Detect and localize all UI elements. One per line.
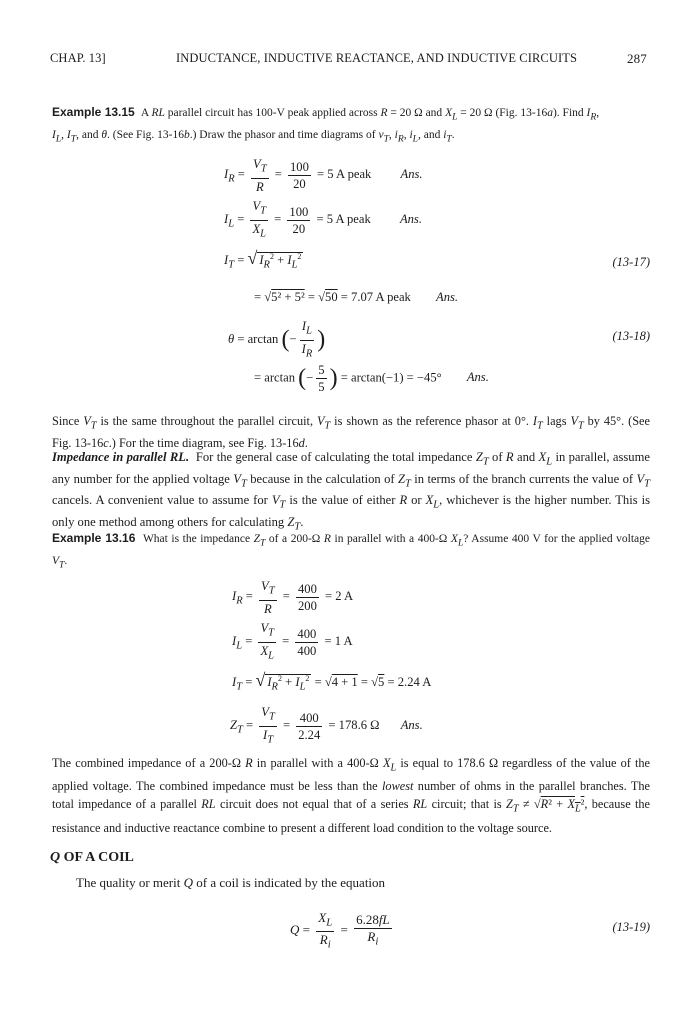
example-16-label: Example 13.16 [52, 531, 136, 545]
eq-il-16-num: 400 [297, 626, 317, 641]
eq-il-15-result: = 5 A peak [316, 211, 371, 226]
eq-zt-16-ans: Ans. [400, 717, 423, 732]
eq-ir-16-num: 400 [297, 581, 317, 596]
eq-it-16: $I_T$ = √ $I_R^2 + I_L^2 = √4 + 1 = √5 = 2.24$ A [232, 670, 432, 693]
eq-it-15-value: = √5² + 5² = √50 = 7.07 A peak Ans. [254, 290, 459, 304]
paragraph-phasor: Since $V_T$ is the same throughout the parallel circuit, $V_T$ is shown as the reference phasor at 0°. $I_T$ lags $V_T$ by 45°. (See Fig. 13-16c.) For the time diagram, see Fig. 13-16d. [52, 414, 650, 451]
eq-ir-15-result: = 5 A peak [317, 167, 372, 182]
eq-theta-ans: Ans. [466, 370, 489, 385]
eq-zt-16-result: = 178.6 Ω [328, 717, 380, 732]
chapter-label: CHAP. 13] [50, 51, 106, 65]
eq-theta-formula: θ = arctan (− $\frac{I_L}{I_R}$ ) [228, 319, 326, 360]
paragraph-impedance: Impedance in parallel RL. For the general case of calculating the total impedance $Z_T$ of R and $X_L$ in parallel, assume any number for the applied voltage $V_T$ because in the calculation of $Z_T$ in terms of the branch currents the value of $V_T$ cancels. A convenient value to assume for $V_T$ is the value of either R or $X_L$, whichever is the higher number. This is only one method among others for calculating $Z_T$. [52, 450, 651, 533]
example-16-statement: Example 13.16 What is the impedance $Z_T$ of a 200-Ω R in parallel with a 400-Ω $X_L$? Assume 400 V for the applied voltage $V_T$. [52, 531, 651, 571]
eq-il-16-result: = 1 A [324, 633, 353, 648]
eq-13-18-number: (13-18) [612, 329, 650, 343]
eq-il-15-num: 100 [289, 204, 309, 219]
section-intro: The quality or merit Q of a coil is indicated by the equation [76, 875, 386, 890]
eq-q: Q = $\frac{X_L}{R_i}$ = $\frac{6.28fL}{R_i}$ [290, 910, 390, 951]
eq-ir-16: $I_R$ = $\frac{V_T}{R}$ = $\frac{400}{200}$ = 2 A [232, 579, 354, 616]
impedance-heading: Impedance in parallel RL. [52, 450, 190, 464]
eq-ir-15-num: 100 [289, 159, 309, 174]
eq-13-17-number: (13-17) [612, 255, 650, 269]
eq-ir-16-den: 200 [297, 598, 317, 613]
eq-ir-15-den: 20 [293, 176, 306, 191]
eq-zt-16-den: 2.24 [298, 727, 321, 742]
section-heading: Q OF A COIL [50, 850, 134, 865]
eq-il-15-ans: Ans. [399, 211, 422, 226]
eq-it-15-formula: $I_T$ = √ $I_R^2 + I_L^2$ [224, 248, 302, 271]
eq-it-15-ans: Ans. [436, 290, 459, 304]
eq-ir-16-result: = 2 A [325, 589, 354, 604]
eq-ir-15-ans: Ans. [400, 167, 423, 182]
eq-il-16: $I_L$ = $\frac{V_T}{X_L}$ = $\frac{400}{400}$ = 1 A [232, 621, 353, 662]
example-15-label: Example 13.15 [52, 105, 135, 119]
running-title: INDUCTANCE, INDUCTIVE REACTANCE, AND INDUCTIVE CIRCUITS [176, 51, 578, 65]
eq-ir-15: $I_R$ = $\frac{V_T}{R}$ = $\frac{100}{20}$ = 5 A peak Ans. [224, 157, 423, 194]
eq-zt-16-num: 400 [296, 710, 322, 727]
page-number: 287 [627, 51, 647, 66]
eq-13-19-number: (13-19) [612, 920, 650, 934]
example-15-statement: Example 13.15 A RL parallel circuit has 100-V peak applied across R = 20 Ω and $X_L = 20$ Ω (Fig. 13-16a). Find $I_R$, $I_L$, $I_T$, and θ. (See Fig. 13-16b.) Draw the phasor and time diagrams of $v_T$, $i_R$, $i_L$, and $i_T$. [52, 105, 600, 145]
eq-zt-16: $Z_T$ = $\frac{V_T}{I_T}$ = $\frac{400}{2.24}$ = 178.6 Ω Ans. [230, 705, 423, 746]
eq-theta-value: = arctan (− $\frac{5}{5}$ ) = arctan(−1) = −45° Ans. [254, 363, 489, 394]
eq-il-15-den: 20 [292, 221, 306, 236]
eq-il-16-den: 400 [297, 643, 317, 658]
eq-il-15: $I_L$ = $\frac{V_T}{X_L}$ = $\frac{100}{20}$ = 5 A peak Ans. [224, 199, 422, 240]
paragraph-combined-impedance: The combined impedance of a 200-Ω R in parallel with a 400-Ω $X_L$ is equal to 178.6 Ω regardless of the value of the applied voltage. The combined impedance must be less than the lowest number of ohms in the parallel branches. The total impedance of a parallel RL circuit does not equal that of a series RL circuit; that is $Z_T \ne √R^2 + X_L^2$, because the resistance and inductive reactance combine to present a different load condition to the voltage source. [52, 756, 650, 835]
